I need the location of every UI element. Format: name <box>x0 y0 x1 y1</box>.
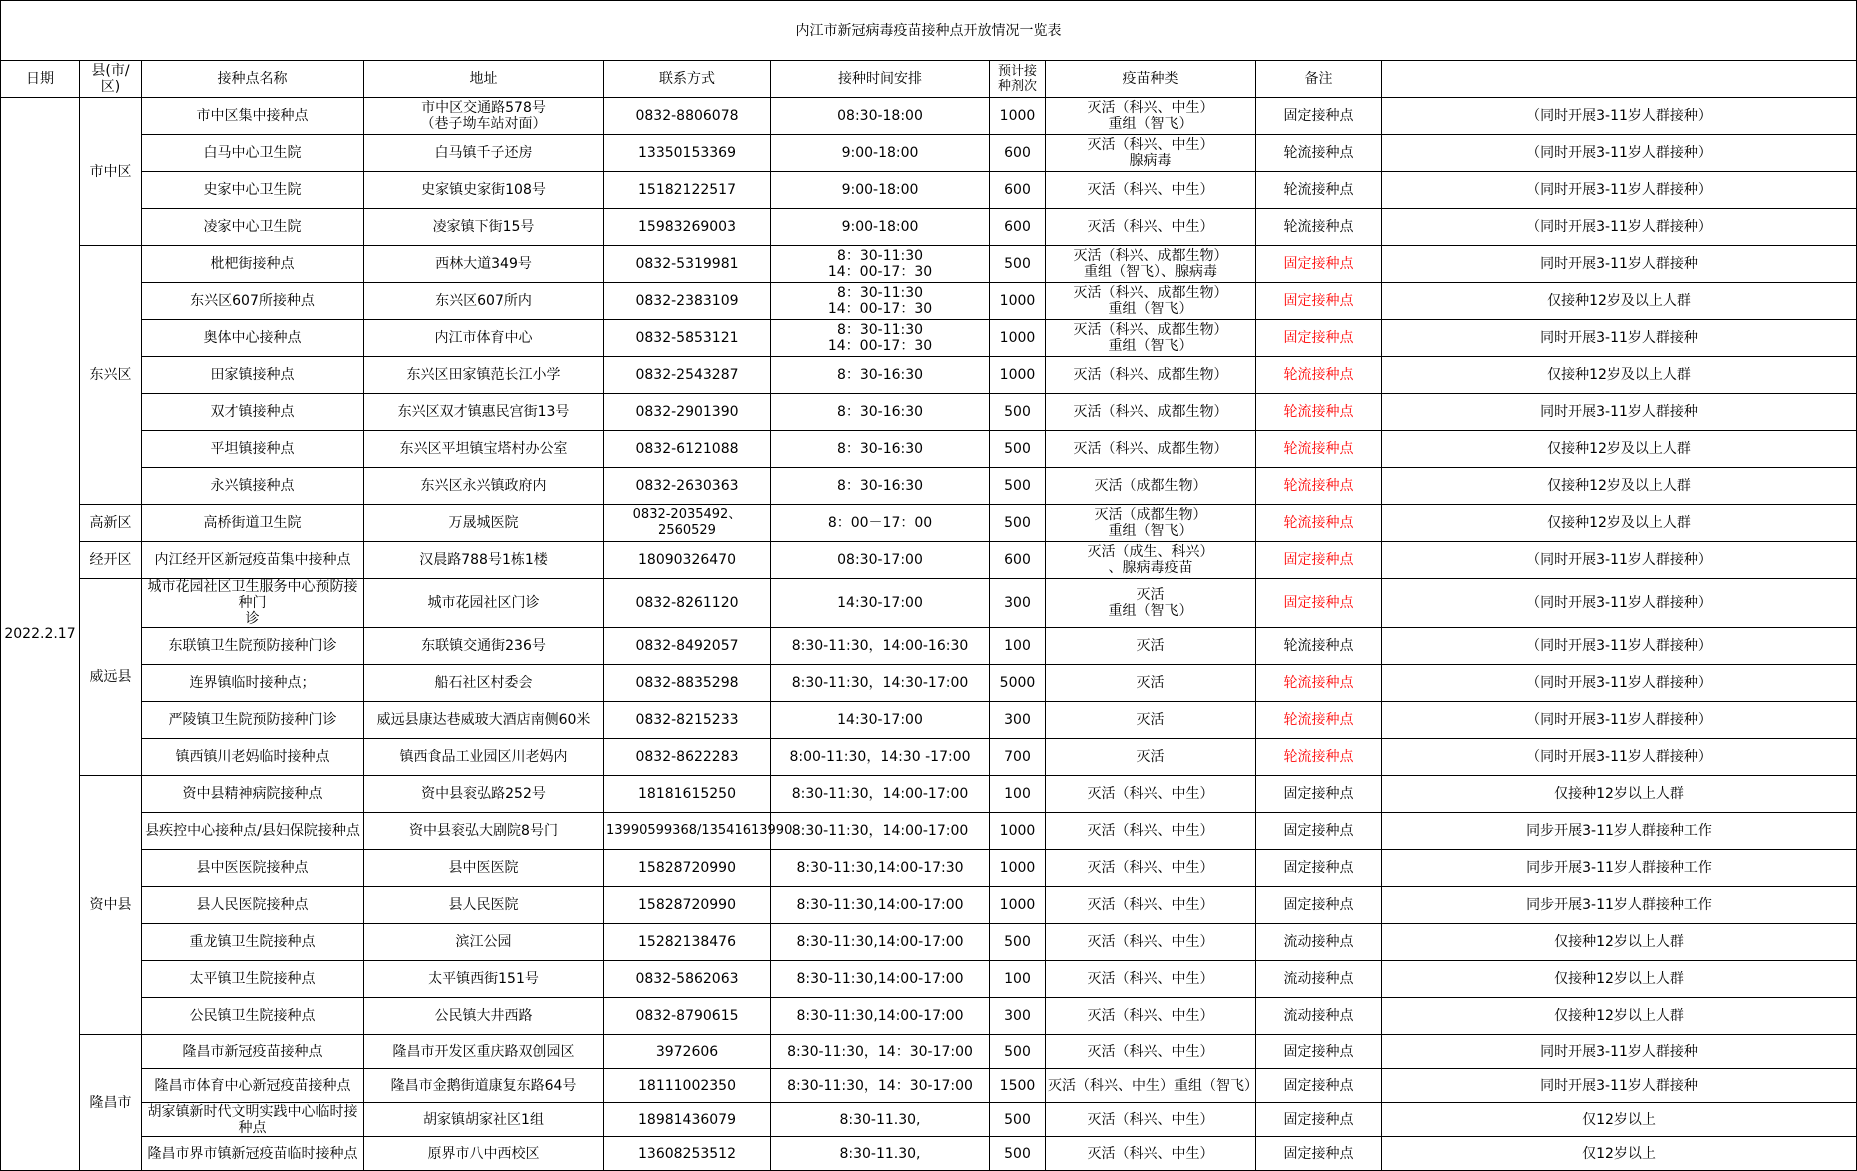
contact-cell: 15828720990 <box>604 887 771 924</box>
site-type-cell: 固定接种点 <box>1256 98 1382 135</box>
vaccine-type-cell: 灭活 重组（智飞） <box>1046 579 1256 628</box>
site-type-cell: 流动接种点 <box>1256 998 1382 1035</box>
address-cell: 东兴区永兴镇政府内 <box>364 468 604 505</box>
county-cell: 经开区 <box>80 542 142 579</box>
contact-cell: 0832-5319981 <box>604 246 771 283</box>
doses-cell: 500 <box>990 468 1046 505</box>
schedule-cell: 8:30-11:30，14:00-17:00 <box>771 813 990 850</box>
contact-cell: 18090326470 <box>604 542 771 579</box>
schedule-cell: 8:30-11.30, <box>771 1103 990 1137</box>
table-row <box>1 924 1857 961</box>
remarks-cell: 同步开展3-11岁人群接种工作 <box>1382 813 1857 850</box>
address-cell: 汉晨路788号1栋1楼 <box>364 542 604 579</box>
vaccine-type-cell: 灭活（科兴、中生）重组（智飞） <box>1046 1069 1256 1103</box>
vaccine-type-cell: 灭活（科兴、中生） <box>1046 776 1256 813</box>
address-cell: 太平镇西街151号 <box>364 961 604 998</box>
remarks-cell: 仅接种12岁及以上人群 <box>1382 283 1857 320</box>
vaccine-type-cell: 灭活（科兴、中生） <box>1046 813 1256 850</box>
table-row <box>1 665 1857 702</box>
header-vaccine-type: 疫苗种类 <box>1046 61 1256 98</box>
table-row <box>1 998 1857 1035</box>
site-type-cell: 轮流接种点 <box>1256 702 1382 739</box>
schedule-cell: 8：30-16:30 <box>771 431 990 468</box>
table-row <box>1 320 1857 357</box>
contact-cell: 0832-5862063 <box>604 961 771 998</box>
doses-cell: 1000 <box>990 283 1046 320</box>
remarks-cell: 同步开展3-11岁人群接种工作 <box>1382 850 1857 887</box>
remarks-cell: （同时开展3-11岁人群接种） <box>1382 98 1857 135</box>
site-type-cell: 固定接种点 <box>1256 776 1382 813</box>
contact-cell: 0832-6121088 <box>604 431 771 468</box>
schedule-cell: 8:30-11:30,14:00-17:30 <box>771 850 990 887</box>
site-type-cell: 固定接种点 <box>1256 283 1382 320</box>
remarks-cell: 仅12岁以上 <box>1382 1137 1857 1171</box>
table-row <box>1 887 1857 924</box>
header-site-name: 接种点名称 <box>142 61 364 98</box>
vaccine-type-cell: 灭活（科兴、中生） <box>1046 209 1256 246</box>
remarks-cell: （同时开展3-11岁人群接种） <box>1382 665 1857 702</box>
site-name-cell: 双才镇接种点 <box>142 394 364 431</box>
sheet-title: 内江市新冠病毒疫苗接种点开放情况一览表 <box>1 1 1857 61</box>
remarks-cell: （同时开展3-11岁人群接种） <box>1382 628 1857 665</box>
vaccine-type-cell: 灭活（成都生物） <box>1046 468 1256 505</box>
contact-cell: 0832-8492057 <box>604 628 771 665</box>
address-cell: 万晟城医院 <box>364 505 604 542</box>
doses-cell: 500 <box>990 1103 1046 1137</box>
site-name-cell: 白马中心卫生院 <box>142 135 364 172</box>
table-row <box>1 1103 1857 1137</box>
site-type-cell: 轮流接种点 <box>1256 209 1382 246</box>
site-name-cell: 史家中心卫生院 <box>142 172 364 209</box>
vaccine-type-cell: 灭活（科兴、中生） <box>1046 850 1256 887</box>
vaccine-type-cell: 灭活（科兴、成都生物） 重组（智飞） <box>1046 320 1256 357</box>
site-type-cell: 轮流接种点 <box>1256 628 1382 665</box>
doses-cell: 500 <box>990 1035 1046 1069</box>
site-type-cell: 固定接种点 <box>1256 1103 1382 1137</box>
vaccine-type-cell: 灭活（科兴、成都生物） <box>1046 394 1256 431</box>
site-name-cell: 隆昌市体育中心新冠疫苗接种点 <box>142 1069 364 1103</box>
site-type-cell: 轮流接种点 <box>1256 739 1382 776</box>
schedule-cell: 8：30-16:30 <box>771 394 990 431</box>
contact-cell: 13608253512 <box>604 1137 771 1171</box>
schedule-cell: 8：30-11:30 14：00-17：30 <box>771 246 990 283</box>
schedule-cell: 8:30-11:30，14:30-17:00 <box>771 665 990 702</box>
table-row <box>1 776 1857 813</box>
schedule-cell: 8：30-11:30 14：00-17：30 <box>771 320 990 357</box>
table-row <box>1 542 1857 579</box>
doses-cell: 500 <box>990 431 1046 468</box>
header-doses: 预计接 种剂次 <box>990 61 1046 98</box>
date-cell: 2022.2.17 <box>1 98 80 1171</box>
table-row <box>1 961 1857 998</box>
table-row <box>1 209 1857 246</box>
site-name-cell: 奥体中心接种点 <box>142 320 364 357</box>
site-type-cell: 轮流接种点 <box>1256 505 1382 542</box>
remarks-cell: 仅接种12岁及以上人群 <box>1382 468 1857 505</box>
schedule-cell: 9:00-18:00 <box>771 209 990 246</box>
site-name-cell: 东兴区607所接种点 <box>142 283 364 320</box>
site-type-cell: 固定接种点 <box>1256 246 1382 283</box>
county-cell: 隆昌市 <box>80 1035 142 1171</box>
contact-cell: 0832-8261120 <box>604 579 771 628</box>
address-cell: 县人民医院 <box>364 887 604 924</box>
schedule-cell: 8:30-11:30,14:00-17:00 <box>771 998 990 1035</box>
site-name-cell: 内江经开区新冠疫苗集中接种点 <box>142 542 364 579</box>
address-cell: 城市花园社区门诊 <box>364 579 604 628</box>
vaccine-type-cell: 灭活 <box>1046 702 1256 739</box>
doses-cell: 100 <box>990 628 1046 665</box>
remarks-cell: 仅接种12岁以上人群 <box>1382 924 1857 961</box>
address-cell: 隆昌市金鹅街道康复东路64号 <box>364 1069 604 1103</box>
address-cell: 东兴区田家镇范长江小学 <box>364 357 604 394</box>
site-name-cell: 高桥街道卫生院 <box>142 505 364 542</box>
schedule-cell: 8：30-16:30 <box>771 468 990 505</box>
site-name-cell: 连界镇临时接种点； <box>142 665 364 702</box>
table-row <box>1 135 1857 172</box>
address-cell: 胡家镇胡家社区1组 <box>364 1103 604 1137</box>
table-row <box>1 1035 1857 1069</box>
remarks-cell: （同时开展3-11岁人群接种） <box>1382 209 1857 246</box>
site-name-cell: 隆昌市界市镇新冠疫苗临时接种点 <box>142 1137 364 1171</box>
doses-cell: 100 <box>990 961 1046 998</box>
site-name-cell: 重龙镇卫生院接种点 <box>142 924 364 961</box>
doses-cell: 500 <box>990 924 1046 961</box>
contact-cell: 0832-8806078 <box>604 98 771 135</box>
table-row <box>1 394 1857 431</box>
contact-cell: 0832-2630363 <box>604 468 771 505</box>
contact-cell: 0832-8622283 <box>604 739 771 776</box>
schedule-cell: 08:30-17:00 <box>771 542 990 579</box>
site-name-cell: 胡家镇新时代文明实践中心临时接种点 <box>142 1103 364 1137</box>
vaccine-type-cell: 灭活 <box>1046 665 1256 702</box>
site-name-cell: 县人民医院接种点 <box>142 887 364 924</box>
doses-cell: 600 <box>990 172 1046 209</box>
header-contact: 联系方式 <box>604 61 771 98</box>
vaccine-type-cell: 灭活（科兴、中生） <box>1046 1035 1256 1069</box>
doses-cell: 1500 <box>990 1069 1046 1103</box>
site-type-cell: 轮流接种点 <box>1256 135 1382 172</box>
doses-cell: 5000 <box>990 665 1046 702</box>
contact-cell: 0832-8790615 <box>604 998 771 1035</box>
table-row <box>1 468 1857 505</box>
doses-cell: 1000 <box>990 887 1046 924</box>
schedule-cell: 08:30-18:00 <box>771 98 990 135</box>
vaccine-type-cell: 灭活（科兴、中生） 重组（智飞） <box>1046 98 1256 135</box>
header-row <box>1 61 1857 98</box>
vaccine-type-cell: 灭活（科兴、成都生物） <box>1046 431 1256 468</box>
remarks-cell: 同时开展3-11岁人群接种 <box>1382 1035 1857 1069</box>
doses-cell: 1000 <box>990 813 1046 850</box>
county-cell: 市中区 <box>80 98 142 246</box>
doses-cell: 600 <box>990 135 1046 172</box>
doses-cell: 500 <box>990 246 1046 283</box>
table-row <box>1 739 1857 776</box>
remarks-cell: （同时开展3-11岁人群接种） <box>1382 135 1857 172</box>
address-cell: 船石社区村委会 <box>364 665 604 702</box>
schedule-cell: 8:30-11.30, <box>771 1137 990 1171</box>
address-cell: 资中县衮弘路252号 <box>364 776 604 813</box>
vaccine-type-cell: 灭活（科兴、成都生物） 重组（智飞）、腺病毒 <box>1046 246 1256 283</box>
site-name-cell: 县疾控中心接种点/县妇保院接种点 <box>142 813 364 850</box>
table-row <box>1 246 1857 283</box>
doses-cell: 1000 <box>990 320 1046 357</box>
remarks-cell: （同时开展3-11岁人群接种） <box>1382 739 1857 776</box>
address-cell: 市中区交通路578号 （巷子坳车站对面） <box>364 98 604 135</box>
table-row <box>1 628 1857 665</box>
doses-cell: 300 <box>990 998 1046 1035</box>
contact-cell: 18981436079 <box>604 1103 771 1137</box>
address-cell: 资中县衮弘大剧院8号门 <box>364 813 604 850</box>
vaccine-type-cell: 灭活（科兴、中生） <box>1046 924 1256 961</box>
vaccine-type-cell: 灭活（科兴、中生） <box>1046 961 1256 998</box>
address-cell: 内江市体育中心 <box>364 320 604 357</box>
table-row <box>1 431 1857 468</box>
contact-cell: 0832-8835298 <box>604 665 771 702</box>
remarks-cell: （同时开展3-11岁人群接种） <box>1382 702 1857 739</box>
site-type-cell: 固定接种点 <box>1256 1069 1382 1103</box>
contact-cell: 13990599368/13541613990 <box>604 813 771 850</box>
doses-cell: 1000 <box>990 850 1046 887</box>
remarks-cell: 仅12岁以上 <box>1382 1103 1857 1137</box>
address-cell: 东兴区双才镇惠民宫街13号 <box>364 394 604 431</box>
vaccine-type-cell: 灭活（成都生物） 重组（智飞） <box>1046 505 1256 542</box>
address-cell: 县中医医院 <box>364 850 604 887</box>
doses-cell: 1000 <box>990 357 1046 394</box>
contact-cell: 15282138476 <box>604 924 771 961</box>
table-row <box>1 357 1857 394</box>
site-type-cell: 固定接种点 <box>1256 579 1382 628</box>
contact-cell: 18111002350 <box>604 1069 771 1103</box>
schedule-cell: 9:00-18:00 <box>771 135 990 172</box>
remarks-cell: （同时开展3-11岁人群接种） <box>1382 172 1857 209</box>
schedule-cell: 8:30-11:30，14：30-17:00 <box>771 1069 990 1103</box>
address-cell: 威远县康达巷威玻大酒店南侧60米 <box>364 702 604 739</box>
county-cell: 高新区 <box>80 505 142 542</box>
contact-cell: 3972606 <box>604 1035 771 1069</box>
schedule-cell: 14:30-17:00 <box>771 702 990 739</box>
address-cell: 凌家镇下街15号 <box>364 209 604 246</box>
site-name-cell: 镇西镇川老妈临时接种点 <box>142 739 364 776</box>
table-row <box>1 702 1857 739</box>
schedule-cell: 8:30-11:30,14:00-17:00 <box>771 887 990 924</box>
site-type-cell: 固定接种点 <box>1256 542 1382 579</box>
schedule-cell: 14:30-17:00 <box>771 579 990 628</box>
remarks-cell: 仅接种12岁及以上人群 <box>1382 357 1857 394</box>
schedule-cell: 8：00－17：00 <box>771 505 990 542</box>
contact-cell: 15828720990 <box>604 850 771 887</box>
site-type-cell: 轮流接种点 <box>1256 665 1382 702</box>
remarks-cell: 同时开展3-11岁人群接种 <box>1382 394 1857 431</box>
address-cell: 西林大道349号 <box>364 246 604 283</box>
site-name-cell: 东联镇卫生院预防接种门诊 <box>142 628 364 665</box>
vaccine-type-cell: 灭活（成生、科兴） 、腺病毒疫苗 <box>1046 542 1256 579</box>
vaccine-type-cell: 灭活（科兴、中生） <box>1046 1103 1256 1137</box>
vaccine-type-cell: 灭活（科兴、中生） <box>1046 998 1256 1035</box>
site-name-cell: 市中区集中接种点 <box>142 98 364 135</box>
remarks-cell: 同时开展3-11岁人群接种 <box>1382 1069 1857 1103</box>
address-cell: 滨江公园 <box>364 924 604 961</box>
remarks-cell: 仅接种12岁及以上人群 <box>1382 431 1857 468</box>
county-cell: 东兴区 <box>80 246 142 505</box>
vaccine-type-cell: 灭活（科兴、中生） <box>1046 172 1256 209</box>
schedule-cell: 8:30-11:30，14：30-17:00 <box>771 1035 990 1069</box>
site-name-cell: 县中医医院接种点 <box>142 850 364 887</box>
header-extra <box>1382 61 1857 98</box>
site-type-cell: 流动接种点 <box>1256 924 1382 961</box>
contact-cell: 0832-2383109 <box>604 283 771 320</box>
schedule-cell: 9:00-18:00 <box>771 172 990 209</box>
site-type-cell: 固定接种点 <box>1256 887 1382 924</box>
remarks-cell: 同时开展3-11岁人群接种 <box>1382 320 1857 357</box>
table-row <box>1 505 1857 542</box>
address-cell: 镇西食品工业园区川老妈内 <box>364 739 604 776</box>
header-county: 县(市/区) <box>80 61 142 98</box>
doses-cell: 300 <box>990 579 1046 628</box>
site-name-cell: 凌家中心卫生院 <box>142 209 364 246</box>
site-type-cell: 固定接种点 <box>1256 813 1382 850</box>
contact-cell: 18181615250 <box>604 776 771 813</box>
site-type-cell: 固定接种点 <box>1256 1035 1382 1069</box>
address-cell: 东兴区607所内 <box>364 283 604 320</box>
vaccine-type-cell: 灭活（科兴、中生） <box>1046 1137 1256 1171</box>
site-type-cell: 固定接种点 <box>1256 320 1382 357</box>
vaccine-type-cell: 灭活（科兴、中生） 腺病毒 <box>1046 135 1256 172</box>
vaccine-type-cell: 灭活 <box>1046 739 1256 776</box>
remarks-cell: 仅接种12岁以上人群 <box>1382 776 1857 813</box>
vaccine-type-cell: 灭活（科兴、成都生物） 重组（智飞） <box>1046 283 1256 320</box>
address-cell: 史家镇史家街108号 <box>364 172 604 209</box>
site-type-cell: 轮流接种点 <box>1256 172 1382 209</box>
site-name-cell: 城市花园社区卫生服务中心预防接种门 诊 <box>142 579 364 628</box>
site-type-cell: 固定接种点 <box>1256 850 1382 887</box>
schedule-cell: 8:30-11:30,14:00-17:00 <box>771 961 990 998</box>
contact-cell: 0832-8215233 <box>604 702 771 739</box>
contact-cell: 13350153369 <box>604 135 771 172</box>
header-schedule: 接种时间安排 <box>771 61 990 98</box>
contact-cell: 0832-2543287 <box>604 357 771 394</box>
site-name-cell: 枇杷街接种点 <box>142 246 364 283</box>
address-cell: 隆昌市开发区重庆路双创园区 <box>364 1035 604 1069</box>
site-type-cell: 轮流接种点 <box>1256 357 1382 394</box>
schedule-cell: 8：30-11:30 14：00-17：30 <box>771 283 990 320</box>
address-cell: 白马镇千子还房 <box>364 135 604 172</box>
table-row <box>1 172 1857 209</box>
schedule-cell: 8:00-11:30，14:30 -17:00 <box>771 739 990 776</box>
contact-cell: 15182122517 <box>604 172 771 209</box>
remarks-cell: 仅接种12岁以上人群 <box>1382 998 1857 1035</box>
doses-cell: 500 <box>990 394 1046 431</box>
site-type-cell: 轮流接种点 <box>1256 468 1382 505</box>
schedule-cell: 8：30-16:30 <box>771 357 990 394</box>
site-name-cell: 严陵镇卫生院预防接种门诊 <box>142 702 364 739</box>
county-cell: 威远县 <box>80 579 142 776</box>
address-cell: 原界市八中西校区 <box>364 1137 604 1171</box>
contact-cell: 15983269003 <box>604 209 771 246</box>
site-type-cell: 流动接种点 <box>1256 961 1382 998</box>
doses-cell: 300 <box>990 702 1046 739</box>
doses-cell: 500 <box>990 505 1046 542</box>
header-date: 日期 <box>1 61 80 98</box>
site-name-cell: 田家镇接种点 <box>142 357 364 394</box>
header-remarks: 备注 <box>1256 61 1382 98</box>
header-address: 地址 <box>364 61 604 98</box>
vaccine-type-cell: 灭活（科兴、中生） <box>1046 887 1256 924</box>
remarks-cell: （同时开展3-11岁人群接种） <box>1382 542 1857 579</box>
site-name-cell: 隆昌市新冠疫苗接种点 <box>142 1035 364 1069</box>
table-row <box>1 283 1857 320</box>
remarks-cell: 同时开展3-11岁人群接种 <box>1382 246 1857 283</box>
doses-cell: 1000 <box>990 98 1046 135</box>
table-row <box>1 813 1857 850</box>
table-row <box>1 98 1857 135</box>
vaccine-type-cell: 灭活 <box>1046 628 1256 665</box>
address-cell: 公民镇大井西路 <box>364 998 604 1035</box>
contact-cell: 0832-2901390 <box>604 394 771 431</box>
doses-cell: 700 <box>990 739 1046 776</box>
table-row <box>1 1137 1857 1171</box>
address-cell: 东联镇交通街236号 <box>364 628 604 665</box>
table-row <box>1 850 1857 887</box>
table-row <box>1 579 1857 628</box>
site-name-cell: 平坦镇接种点 <box>142 431 364 468</box>
site-type-cell: 轮流接种点 <box>1256 431 1382 468</box>
site-name-cell: 公民镇卫生院接种点 <box>142 998 364 1035</box>
site-name-cell: 资中县精神病院接种点 <box>142 776 364 813</box>
vaccine-type-cell: 灭活（科兴、成都生物） <box>1046 357 1256 394</box>
remarks-cell: 仅接种12岁及以上人群 <box>1382 505 1857 542</box>
schedule-cell: 8:30-11:30,14:00-17:00 <box>771 924 990 961</box>
schedule-cell: 8:30-11:30，14:00-17:00 <box>771 776 990 813</box>
contact-cell: 0832-5853121 <box>604 320 771 357</box>
site-type-cell: 轮流接种点 <box>1256 394 1382 431</box>
site-name-cell: 太平镇卫生院接种点 <box>142 961 364 998</box>
doses-cell: 500 <box>990 1137 1046 1171</box>
address-cell: 东兴区平坦镇宝塔村办公室 <box>364 431 604 468</box>
site-name-cell: 永兴镇接种点 <box>142 468 364 505</box>
county-cell: 资中县 <box>80 776 142 1035</box>
remarks-cell: 同步开展3-11岁人群接种工作 <box>1382 887 1857 924</box>
schedule-cell: 8:30-11:30，14:00-16:30 <box>771 628 990 665</box>
remarks-cell: （同时开展3-11岁人群接种） <box>1382 579 1857 628</box>
table-row <box>1 1069 1857 1103</box>
contact-cell: 0832-2035492、2560529 <box>604 505 771 542</box>
doses-cell: 600 <box>990 209 1046 246</box>
doses-cell: 600 <box>990 542 1046 579</box>
site-type-cell: 固定接种点 <box>1256 1137 1382 1171</box>
doses-cell: 100 <box>990 776 1046 813</box>
remarks-cell: 仅接种12岁以上人群 <box>1382 961 1857 998</box>
